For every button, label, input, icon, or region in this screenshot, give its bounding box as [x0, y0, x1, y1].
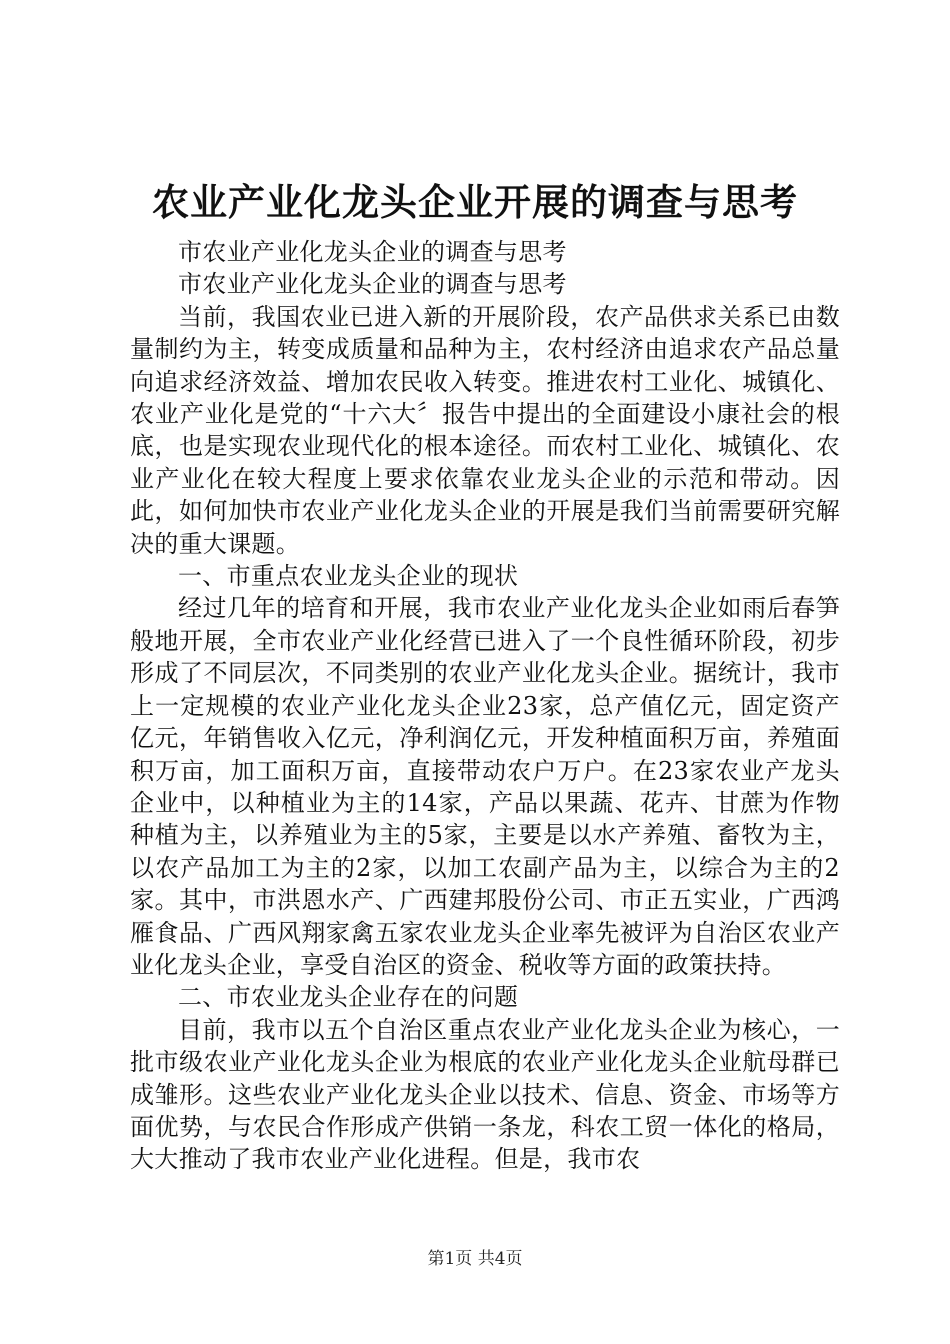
paragraph-intro: 当前，我国农业已进入新的开展阶段，农产品供求关系已由数量制约为主，转变成质量和品种为主，农村经济由追求农产品总量向追求经济效益、增加农民收入转变。推进农村工业化、城镇化、农业产业化是党的“十六大〞报告中提出的全面建设小康社会的根底，也是实现农业现代化的根本途径。而农村工业化、城镇化、农业产业化在较大程度上要求依靠农业龙头企业的示范和带动。因此，如何加快市农业产业化龙头企业的开展是我们当前需要研究解决的重大课题。: [130, 302, 840, 558]
document-subtitle: 市农业产业化龙头企业的调查与思考: [178, 238, 567, 266]
document-title: 农业产业化龙头企业开展的调查与思考: [152, 180, 798, 224]
section-heading-problems: 二、市农业龙头企业存在的问题: [178, 983, 519, 1012]
document-body: [130, 236, 840, 1176]
section-heading-status: 一、市重点农业龙头企业的现状: [178, 562, 519, 591]
paragraph-problems: 目前，我市以五个自治区重点农业产业化龙头企业为核心，一批市级农业产业化龙头企业为根底的农业产业化龙头企业航母群已成雏形。这些农业产业化龙头企业以技术、信息、资金、市场等方面优势，与农民合作形成产供销一条龙，科农工贸一体化的格局，大大推动了我市农业产业化进程。但是，我市农: [130, 1015, 840, 1174]
paragraph-status: 经过几年的培育和开展，我市农业产业化龙头企业如雨后春笋般地开展，全市农业产业化经营已进入了一个良性循环阶段，初步形成了不同层次，不同类别的农业产业化龙头企业。据统计，我市上一定规模的农业产业化龙头企业23家，总产值亿元，固定资产亿元，年销售收入亿元，净利润亿元，开发种植面积万亩，养殖面积万亩，加工面积万亩，直接带动农户万户。在23家农业产龙头企业中，以种植业为主的14家，产品以果蔬、花卉、甘蔗为作物种植为主，以养殖业为主的5家，主要是以水产养殖、畜牧为主，以农产品加工为主的2家，以加工农副产品为主，以综合为主的2家。其中，市洪恩水产、广西建邦股份公司、市正五实业，广西鸿雁食品、广西风翔家禽五家农业龙头企业率先被评为自治区农业产业化龙头企业，享受自治区的资金、税收等方面的政策扶持。: [130, 594, 840, 979]
document-subtitle-repeat: 市农业产业化龙头企业的调查与思考: [178, 270, 567, 299]
page-number-footer: 第1页 共4页: [427, 1249, 523, 1269]
